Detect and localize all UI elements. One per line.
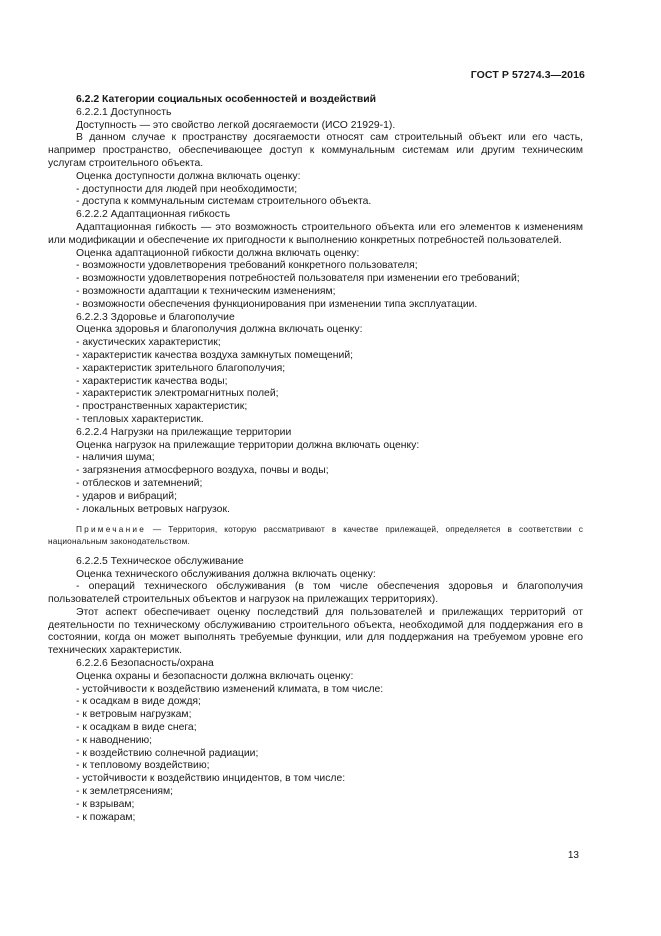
- list-item: - к ветровым нагрузкам;: [76, 709, 192, 721]
- paragraph: Этот аспект обеспечивает оценку последствий для пользователей и прилежащих территорий от деятельности по техническому обслуживанию строительного объекта, необходимой для поддержания его в состоянии, когда он может выполнять требуемые функции, или для поддержания на требуемом уровне его технических характеристик.: [48, 606, 583, 657]
- list-item: - к осадкам в виде дождя;: [76, 696, 201, 708]
- list-item: - к взрывам;: [76, 798, 135, 810]
- list-item: - доступности для людей при необходимости;: [76, 183, 298, 195]
- page-number: 13: [567, 850, 579, 861]
- list-item: - наличия шума;: [76, 452, 155, 464]
- paragraph: Оценка доступности должна включать оценку:: [76, 170, 301, 182]
- list-item: - акустических характеристик;: [76, 337, 221, 349]
- note-text: — Территория, которую рассматривают в качестве прилежащей, определяется в соответствии с национальным законодательством.: [48, 524, 583, 546]
- list-item: - к воздействию солнечной радиации;: [76, 747, 259, 759]
- list-item: - характеристик качества воды;: [76, 375, 228, 387]
- paragraph: Оценка охраны и безопасности должна включать оценку:: [76, 670, 354, 682]
- paragraph: Оценка адаптационной гибкости должна включать оценку:: [76, 247, 360, 259]
- paragraph: 6.2.2.2 Адаптационная гибкость: [76, 209, 231, 221]
- list-item: - характеристик качества воздуха замкнутых помещений;: [76, 349, 354, 361]
- list-item: - характеристик зрительного благополучия;: [76, 362, 286, 374]
- note-paragraph: [48, 524, 583, 546]
- paragraph: Оценка нагрузок на прилежащие территории должна включать оценку:: [76, 439, 420, 451]
- paragraph: 6.2.2.6 Безопасность/охрана: [76, 658, 214, 670]
- list-item: - характеристик электромагнитных полей;: [76, 388, 279, 400]
- paragraph: 6.2.2.4 Нагрузки на прилежащие территории: [76, 426, 292, 438]
- list-item: - возможности обеспечения функционирования при изменении типа эксплуатации.: [76, 298, 478, 310]
- list-item: - загрязнения атмосферного воздуха, почвы и воды;: [76, 465, 329, 477]
- list-item: - ударов и вибраций;: [76, 490, 177, 502]
- document-body: [48, 94, 583, 824]
- paragraph: Доступность — это свойство легкой досягаемости (ИСО 21929-1).: [76, 119, 396, 131]
- list-item: - к тепловому воздействию;: [76, 760, 210, 772]
- list-item: - доступа к коммунальным системам строительного объекта.: [76, 196, 372, 208]
- list-item: - устойчивости к воздействию инцидентов, в том числе:: [76, 773, 346, 785]
- list-item: - тепловых характеристик.: [76, 413, 204, 425]
- paragraph: 6.2.2.1 Доступность: [76, 106, 172, 118]
- paragraph: Оценка здоровья и благополучия должна включать оценку:: [76, 324, 363, 336]
- list-item: - отблесков и затемнений;: [76, 477, 203, 489]
- list-item: - к пожарам;: [76, 811, 136, 823]
- paragraph: 6.2.2.5 Техническое обслуживание: [76, 555, 244, 567]
- list-item: - к осадкам в виде снега;: [76, 722, 197, 734]
- list-item: - возможности удовлетворения требований конкретного пользователя;: [76, 260, 418, 272]
- paragraph: 6.2.2 Категории социальных особенностей и воздействий: [76, 94, 377, 105]
- list-item: - возможности удовлетворения потребностей пользователя при изменении его требований;: [76, 273, 520, 285]
- list-item: - устойчивости к воздействию изменений климата, в том числе:: [76, 683, 384, 695]
- list-item: - пространственных характеристик;: [76, 401, 248, 413]
- list-item: - локальных ветровых нагрузок.: [76, 503, 230, 515]
- list-item: - к землетрясениям;: [76, 786, 174, 798]
- paragraph: 6.2.2.3 Здоровье и благополучие: [76, 311, 235, 323]
- paragraph: Оценка технического обслуживания должна включать оценку:: [76, 568, 376, 580]
- paragraph: - операций технического обслуживания (в том числе обеспечения здоровья и благополучия пользователей строительных объектов и нагрузок на прилежащих территориях).: [48, 581, 583, 606]
- paragraph: Адаптационная гибкость — это возможность строительного объекта или его элементов к изменениям или модификации и обеспечение их пригодности к выполнению конкретных потребностей пользователей.: [48, 221, 583, 246]
- note-label: Примечание: [76, 524, 147, 535]
- list-item: - к наводнению;: [76, 734, 153, 746]
- document-header: ГОСТ Р 57274.3—2016: [470, 69, 585, 81]
- list-item: - возможности адаптации к техническим изменениям;: [76, 285, 336, 297]
- paragraph: В данном случае к пространству досягаемости относят сам строительный объект или его часть, например пространство, обеспечивающее доступ к коммунальным системам или другим техническим услугам строительного объекта.: [48, 132, 583, 169]
